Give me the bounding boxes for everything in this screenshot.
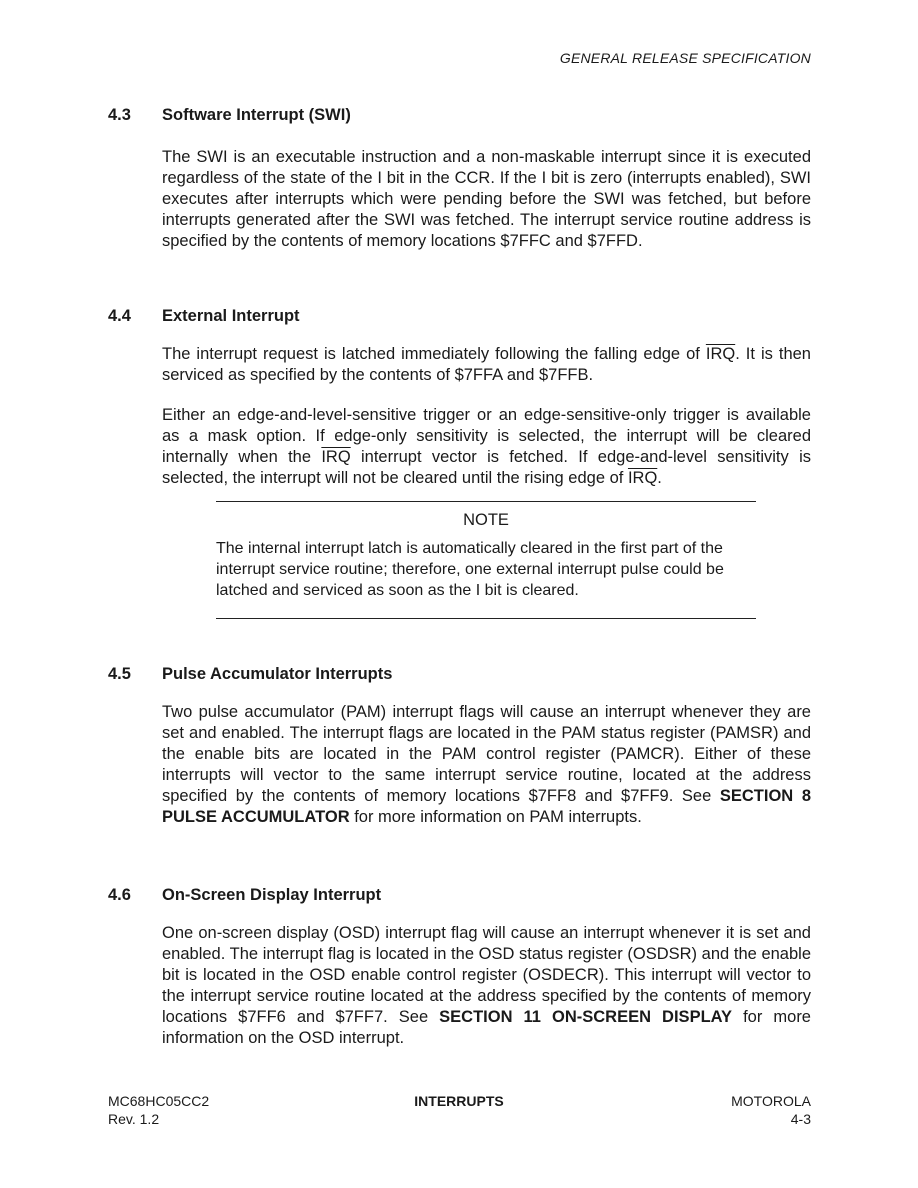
section-heading <box>108 885 811 905</box>
text-run: Either an edge-and-level-sensitive trigger or an edge-sensitive-only trigger is available as a mask option. If edge-only sensitivity is selected, the interrupt will be cleared internally when the <box>162 406 811 466</box>
section-title: On-Screen Display Interrupt <box>162 886 382 904</box>
text-run: The interrupt request is latched immediately following the falling edge of <box>162 345 706 363</box>
section-body <box>162 147 811 252</box>
section-number: 4.5 <box>108 665 131 683</box>
irq-signal: $\overline{IRQ}$ <box>705 345 736 363</box>
section-reference: SECTION 8 PULSE ACCUMULATOR <box>162 787 811 826</box>
company-name: MOTOROLA <box>731 1093 811 1109</box>
section-body <box>162 923 811 1049</box>
paragraph <box>162 923 811 1049</box>
document-id: MC68HC05CC2 <box>108 1093 210 1109</box>
section-body <box>162 344 811 489</box>
footer-right <box>731 1092 811 1128</box>
text-run: Two pulse accumulator (PAM) interrupt flags will cause an interrupt whenever they are set and enabled. The interrupt flags are located in the PAM status register (PAMSR) and the enable bits are located in the PAM control register (PAMCR). Either of these interrupts will vector to the same interrupt service routine, located at the address specified by the contents of memory locations $7FF8 and $7FF9. See <box>162 703 811 805</box>
section-number: 4.3 <box>108 106 131 124</box>
section-4-5 <box>108 664 811 828</box>
section-title: Pulse Accumulator Interrupts <box>162 665 393 683</box>
paragraph <box>162 702 811 828</box>
note-title: NOTE <box>463 511 509 529</box>
section-4-6 <box>108 885 811 1049</box>
section-number: 4.4 <box>108 307 131 325</box>
text-run: interrupt vector is fetched. If edge-and-level sensitivity is selected, the interrupt will not be cleared until the rising edge of <box>162 448 811 487</box>
section-4-4 <box>108 306 811 489</box>
paragraph <box>162 344 811 386</box>
section-heading <box>108 664 811 684</box>
footer-chapter: INTERRUPTS <box>414 1093 504 1109</box>
section-number: 4.6 <box>108 886 131 904</box>
irq-signal: $\overline{IRQ}$ <box>321 448 351 466</box>
section-heading <box>108 105 811 125</box>
note-box <box>216 501 756 619</box>
section-title: Software Interrupt (SWI) <box>162 106 351 124</box>
section-body <box>162 702 811 828</box>
text-run: . It is then serviced as specified by the contents of $7FFA and $7FFB. <box>162 345 811 384</box>
section-reference: SECTION 11 ON-SCREEN DISPLAY <box>439 1008 733 1026</box>
text-run: One on-screen display (OSD) interrupt flag will cause an interrupt whenever it is set and enabled. The interrupt flag is located in the OSD status register (OSDSR) and the enable bit is located in the OSD enable control register (OSDECR). This interrupt will vector to the interrupt service routine located at the address specified by the contents of memory locations $7FF6 and $7FF7. See <box>162 924 811 1026</box>
section-title: External Interrupt <box>162 307 300 325</box>
revision: Rev. 1.2 <box>108 1111 160 1127</box>
running-header: GENERAL RELEASE SPECIFICATION <box>559 50 811 66</box>
irq-signal: $\overline{IRQ}$ <box>627 469 658 487</box>
paragraph: The SWI is an executable instruction and a non-maskable interrupt since it is executed regardless of the state of the I bit in the CCR. If the I bit is zero (interrupts enabled), SWI executes after interrupts which were pending before the SWI was fetched, but before interrupts generated after the SWI was fetched. The interrupt service routine address is specified by the contents of memory locations $7FFC and $7FFD. <box>162 148 811 250</box>
note-text: The internal interrupt latch is automatically cleared in the first part of the interrupt service routine; therefore, one external interrupt pulse could be latched and serviced as soon as the I bit is cleared. <box>216 540 724 599</box>
section-4-3 <box>108 105 811 252</box>
paragraph <box>162 405 811 489</box>
page-number: 4-3 <box>790 1111 811 1127</box>
section-heading <box>108 306 811 326</box>
text-run: . <box>657 469 662 487</box>
text-run: for more information on the OSD interrupt. <box>162 1008 811 1047</box>
text-run: for more information on PAM interrupts. <box>349 808 642 826</box>
